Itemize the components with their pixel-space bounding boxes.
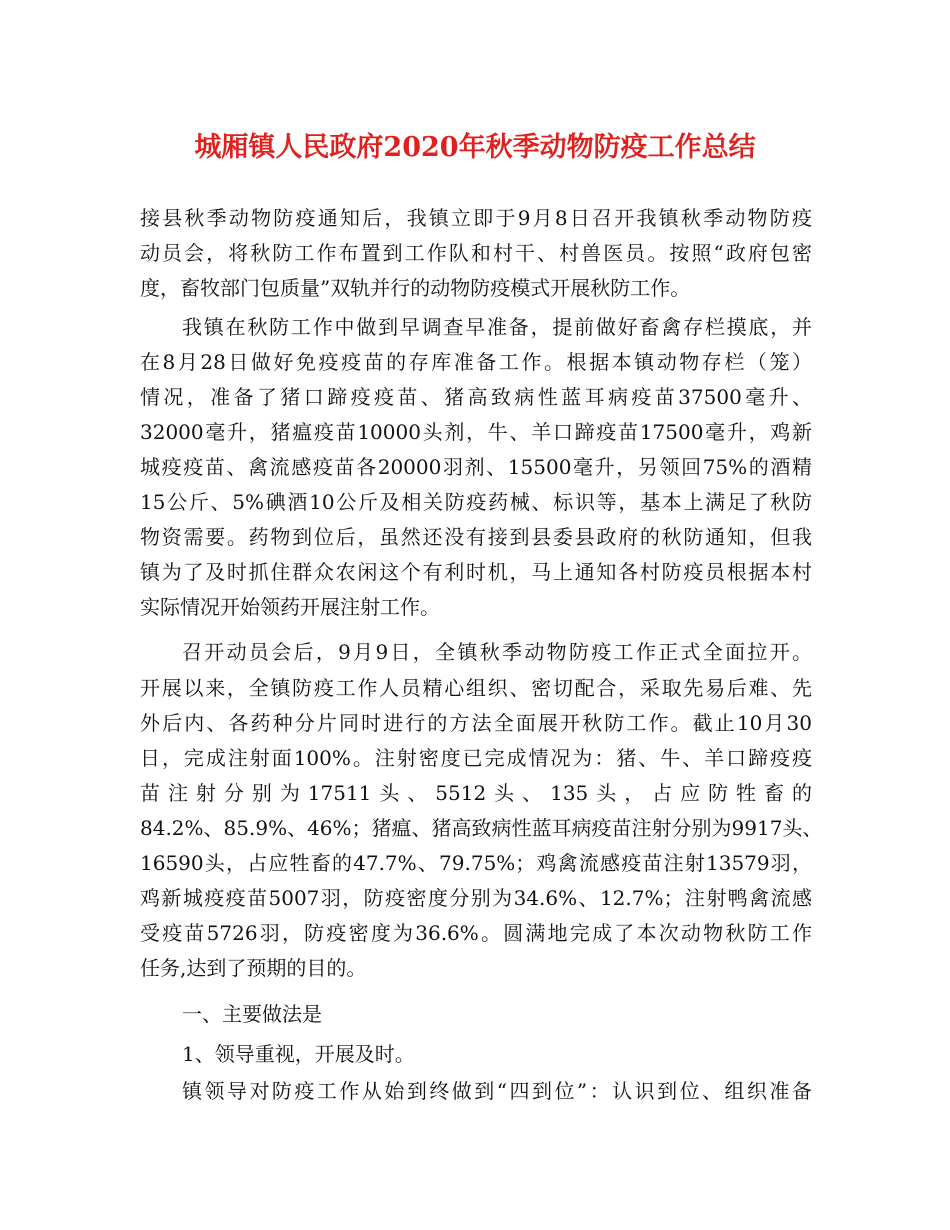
paragraph-line: 15公斤、5%碘酒10公斤及相关防疫药械、标识等，基本上满足了秋防 xyxy=(140,490,812,514)
paragraph-line: 外后内、各药种分片同时进行的方法全面展开秋防工作。截止10月30 xyxy=(140,711,812,735)
section-heading: 一、主要做法是 xyxy=(182,1002,322,1026)
paragraph-line: 镇领导对防疫工作从始到终做到“四到位”：认识到位、组织准备 xyxy=(182,1079,812,1103)
paragraph-line: 受疫苗5726羽，防疫密度为36.6%。圆满地完成了本次动物秋防工作 xyxy=(140,921,812,945)
paragraph-line: 实际情况开始领药开展注射工作。 xyxy=(140,595,440,619)
paragraph-line: 情况，准备了猪口蹄疫疫苗、猪高致病性蓝耳病疫苗37500毫升、 xyxy=(140,385,812,409)
paragraph-line: 召开动员会后，9月9日，全镇秋季动物防疫工作正式全面拉开。 xyxy=(182,640,812,664)
paragraph-line: 开展以来，全镇防疫工作人员精心组织、密切配合，采取先易后难、先 xyxy=(140,676,812,700)
paragraph-line: 物资需要。药物到位后，虽然还没有接到县委县政府的秋防通知，但我 xyxy=(140,525,812,549)
paragraph-line: 城疫疫苗、禽流感疫苗各20000羽剂、15500毫升，另领回75%的酒精 xyxy=(140,455,812,479)
paragraph-line: 我镇在秋防工作中做到早调查早准备，提前做好畜禽存栏摸底，并 xyxy=(182,315,812,339)
paragraph-line: 镇为了及时抓住群众农闲这个有利时机，马上通知各村防疫员根据本村 xyxy=(140,560,812,584)
paragraph-line: 84.2%、85.9%、46%；猪瘟、猪高致病性蓝耳病疫苗注射分别为9917头、 xyxy=(140,816,823,840)
document-title: 城厢镇人民政府2020年秋季动物防疫工作总结 xyxy=(194,132,756,163)
subsection-heading: 1、领导重视，开展及时。 xyxy=(182,1042,415,1066)
paragraph-line: 鸡新城疫疫苗5007羽，防疫密度分别为34.6%、12.7%；注射鸭禽流感 xyxy=(140,886,812,910)
paragraph-line: 16590头，占应牲畜的47.7%、79.75%；鸡禽流感疫苗注射13579羽， xyxy=(140,851,812,875)
paragraph-line: 在8月28日做好免疫疫苗的存库准备工作。根据本镇动物存栏（笼） xyxy=(140,350,812,374)
paragraph-line: 日，完成注射面100%。注射密度已完成情况为：猪、牛、羊口蹄疫疫 xyxy=(140,746,812,770)
paragraph-line: 动员会，将秋防工作布置到工作队和村干、村兽医员。按照“政府包密 xyxy=(140,241,812,265)
paragraph-line: 接县秋季动物防疫通知后，我镇立即于9月8日召开我镇秋季动物防疫 xyxy=(140,206,812,230)
paragraph-line: 32000毫升，猪瘟疫苗10000头剂，牛、羊口蹄疫苗17500毫升，鸡新 xyxy=(140,420,812,444)
paragraph-line: 度，畜牧部门包质量”双轨并行的动物防疫模式开展秋防工作。 xyxy=(140,276,691,300)
paragraph-line: 任务,达到了预期的目的。 xyxy=(140,956,367,980)
paragraph-line: 苗注射分别为17511头、5512头、135头，占应防牲畜的 xyxy=(140,781,812,805)
